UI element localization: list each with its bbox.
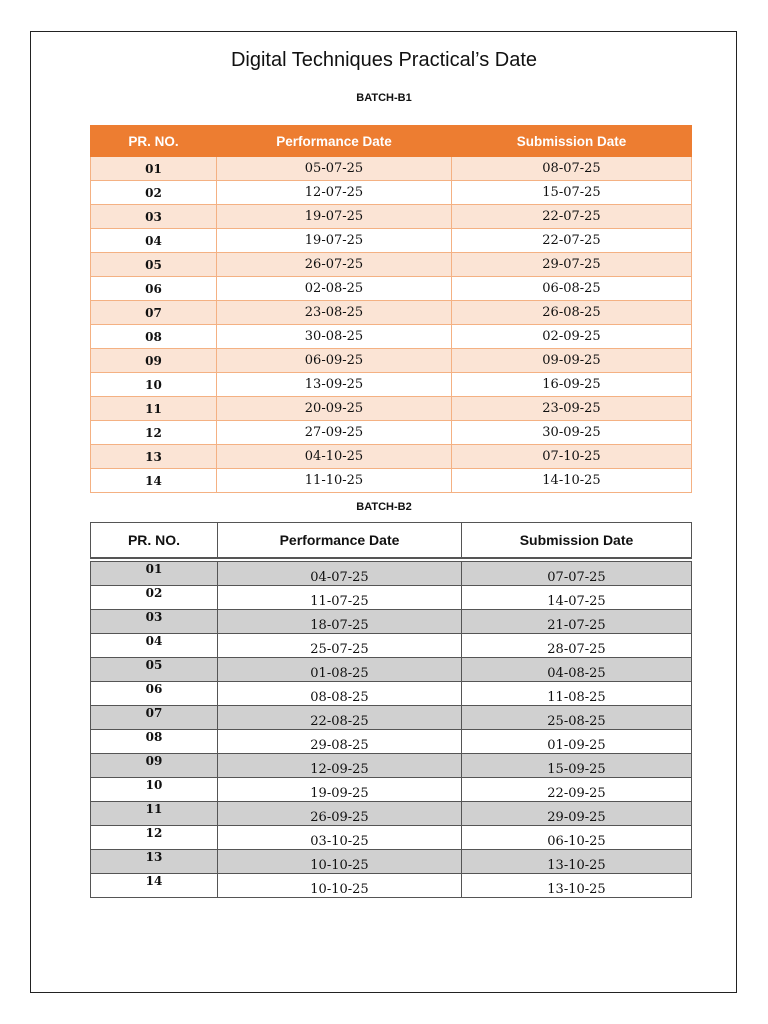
cell-performance-date: 13-09-25 xyxy=(217,373,452,397)
cell-performance-date: 03-10-25 xyxy=(218,826,462,850)
table-row xyxy=(91,301,692,325)
table-row xyxy=(91,445,692,469)
cell-performance-date: 22-08-25 xyxy=(218,706,462,730)
cell-submission-date: 15-09-25 xyxy=(462,754,692,778)
table-row xyxy=(91,730,692,754)
document-title: Digital Techniques Practical’s Date xyxy=(230,49,538,71)
table-row xyxy=(91,634,692,658)
cell-submission-date: 13-10-25 xyxy=(462,874,692,898)
table-row xyxy=(91,778,692,802)
cell-performance-date: 20-09-25 xyxy=(217,397,452,421)
cell-performance-date: 12-07-25 xyxy=(217,181,452,205)
cell-pr-no: 01 xyxy=(91,562,218,586)
header-submission-date: Submission Date xyxy=(462,523,692,559)
cell-performance-date: 05-07-25 xyxy=(217,157,452,181)
cell-pr-no: 01 xyxy=(91,157,217,181)
cell-submission-date: 29-07-25 xyxy=(452,253,692,277)
cell-pr-no: 10 xyxy=(91,373,217,397)
cell-performance-date: 02-08-25 xyxy=(217,277,452,301)
table-row xyxy=(91,229,692,253)
cell-pr-no: 12 xyxy=(91,826,218,850)
cell-performance-date: 19-07-25 xyxy=(217,229,452,253)
table-row xyxy=(91,421,692,445)
cell-performance-date: 10-10-25 xyxy=(218,874,462,898)
cell-pr-no: 11 xyxy=(91,802,218,826)
cell-pr-no: 12 xyxy=(91,421,217,445)
cell-submission-date: 04-08-25 xyxy=(462,658,692,682)
table-row xyxy=(91,874,692,898)
table-row xyxy=(91,610,692,634)
cell-pr-no: 05 xyxy=(91,253,217,277)
cell-pr-no: 03 xyxy=(91,610,218,634)
table-row xyxy=(91,181,692,205)
cell-submission-date: 29-09-25 xyxy=(462,802,692,826)
table-row xyxy=(91,826,692,850)
cell-submission-date: 06-08-25 xyxy=(452,277,692,301)
table-row xyxy=(91,349,692,373)
batch-b2-label: BATCH-B2 xyxy=(356,501,412,513)
table-row xyxy=(91,850,692,874)
cell-submission-date: 07-07-25 xyxy=(462,562,692,586)
cell-submission-date: 28-07-25 xyxy=(462,634,692,658)
cell-performance-date: 26-07-25 xyxy=(217,253,452,277)
cell-submission-date: 16-09-25 xyxy=(452,373,692,397)
cell-performance-date: 26-09-25 xyxy=(218,802,462,826)
table-row xyxy=(91,277,692,301)
cell-performance-date: 06-09-25 xyxy=(217,349,452,373)
cell-performance-date: 19-09-25 xyxy=(218,778,462,802)
cell-performance-date: 29-08-25 xyxy=(218,730,462,754)
cell-pr-no: 05 xyxy=(91,658,218,682)
table-row xyxy=(91,562,692,586)
cell-submission-date: 22-07-25 xyxy=(452,205,692,229)
cell-pr-no: 04 xyxy=(91,229,217,253)
header-pr-no: PR. NO. xyxy=(91,126,217,157)
cell-submission-date: 23-09-25 xyxy=(452,397,692,421)
cell-pr-no: 06 xyxy=(91,682,218,706)
cell-submission-date: 26-08-25 xyxy=(452,301,692,325)
table-row xyxy=(91,802,692,826)
cell-pr-no: 09 xyxy=(91,754,218,778)
table-row xyxy=(91,373,692,397)
table-row xyxy=(91,205,692,229)
cell-pr-no: 06 xyxy=(91,277,217,301)
cell-performance-date: 04-07-25 xyxy=(218,562,462,586)
cell-pr-no: 03 xyxy=(91,205,217,229)
cell-performance-date: 12-09-25 xyxy=(218,754,462,778)
cell-pr-no: 02 xyxy=(91,181,217,205)
cell-performance-date: 11-07-25 xyxy=(218,586,462,610)
cell-submission-date: 08-07-25 xyxy=(452,157,692,181)
cell-performance-date: 10-10-25 xyxy=(218,850,462,874)
cell-performance-date: 04-10-25 xyxy=(217,445,452,469)
cell-submission-date: 25-08-25 xyxy=(462,706,692,730)
cell-pr-no: 08 xyxy=(91,730,218,754)
cell-performance-date: 08-08-25 xyxy=(218,682,462,706)
cell-pr-no: 02 xyxy=(91,586,218,610)
header-pr-no: PR. NO. xyxy=(91,523,218,559)
cell-performance-date: 18-07-25 xyxy=(218,610,462,634)
header-performance-date: Performance Date xyxy=(217,126,452,157)
cell-submission-date: 01-09-25 xyxy=(462,730,692,754)
cell-performance-date: 01-08-25 xyxy=(218,658,462,682)
table-row xyxy=(91,397,692,421)
cell-pr-no: 10 xyxy=(91,778,218,802)
cell-submission-date: 02-09-25 xyxy=(452,325,692,349)
cell-submission-date: 14-10-25 xyxy=(452,469,692,493)
cell-submission-date: 22-07-25 xyxy=(452,229,692,253)
cell-performance-date: 27-09-25 xyxy=(217,421,452,445)
table-row xyxy=(91,157,692,181)
cell-performance-date: 30-08-25 xyxy=(217,325,452,349)
cell-pr-no: 09 xyxy=(91,349,217,373)
cell-pr-no: 07 xyxy=(91,706,218,730)
table-row xyxy=(91,754,692,778)
cell-pr-no: 11 xyxy=(91,397,217,421)
cell-performance-date: 19-07-25 xyxy=(217,205,452,229)
cell-submission-date: 09-09-25 xyxy=(452,349,692,373)
table-row xyxy=(91,469,692,493)
table-row xyxy=(91,586,692,610)
cell-performance-date: 23-08-25 xyxy=(217,301,452,325)
cell-submission-date: 11-08-25 xyxy=(462,682,692,706)
header-performance-date: Performance Date xyxy=(218,523,462,559)
cell-performance-date: 25-07-25 xyxy=(218,634,462,658)
table-header-row xyxy=(91,523,692,559)
table-row xyxy=(91,682,692,706)
cell-submission-date: 21-07-25 xyxy=(462,610,692,634)
cell-pr-no: 07 xyxy=(91,301,217,325)
batch-b1-table xyxy=(90,125,692,493)
cell-pr-no: 04 xyxy=(91,634,218,658)
cell-submission-date: 15-07-25 xyxy=(452,181,692,205)
table-row xyxy=(91,253,692,277)
cell-submission-date: 06-10-25 xyxy=(462,826,692,850)
table-row xyxy=(91,658,692,682)
cell-submission-date: 13-10-25 xyxy=(462,850,692,874)
cell-pr-no: 08 xyxy=(91,325,217,349)
cell-pr-no: 13 xyxy=(91,445,217,469)
table-row xyxy=(91,706,692,730)
batch-b2-table xyxy=(90,522,692,898)
cell-submission-date: 30-09-25 xyxy=(452,421,692,445)
cell-pr-no: 14 xyxy=(91,469,217,493)
cell-pr-no: 13 xyxy=(91,850,218,874)
batch-b1-label: BATCH-B1 xyxy=(356,92,412,104)
cell-performance-date: 11-10-25 xyxy=(217,469,452,493)
cell-submission-date: 14-07-25 xyxy=(462,586,692,610)
cell-pr-no: 14 xyxy=(91,874,218,898)
table-row xyxy=(91,325,692,349)
table-header-row xyxy=(91,126,692,157)
header-submission-date: Submission Date xyxy=(452,126,692,157)
cell-submission-date: 07-10-25 xyxy=(452,445,692,469)
cell-submission-date: 22-09-25 xyxy=(462,778,692,802)
